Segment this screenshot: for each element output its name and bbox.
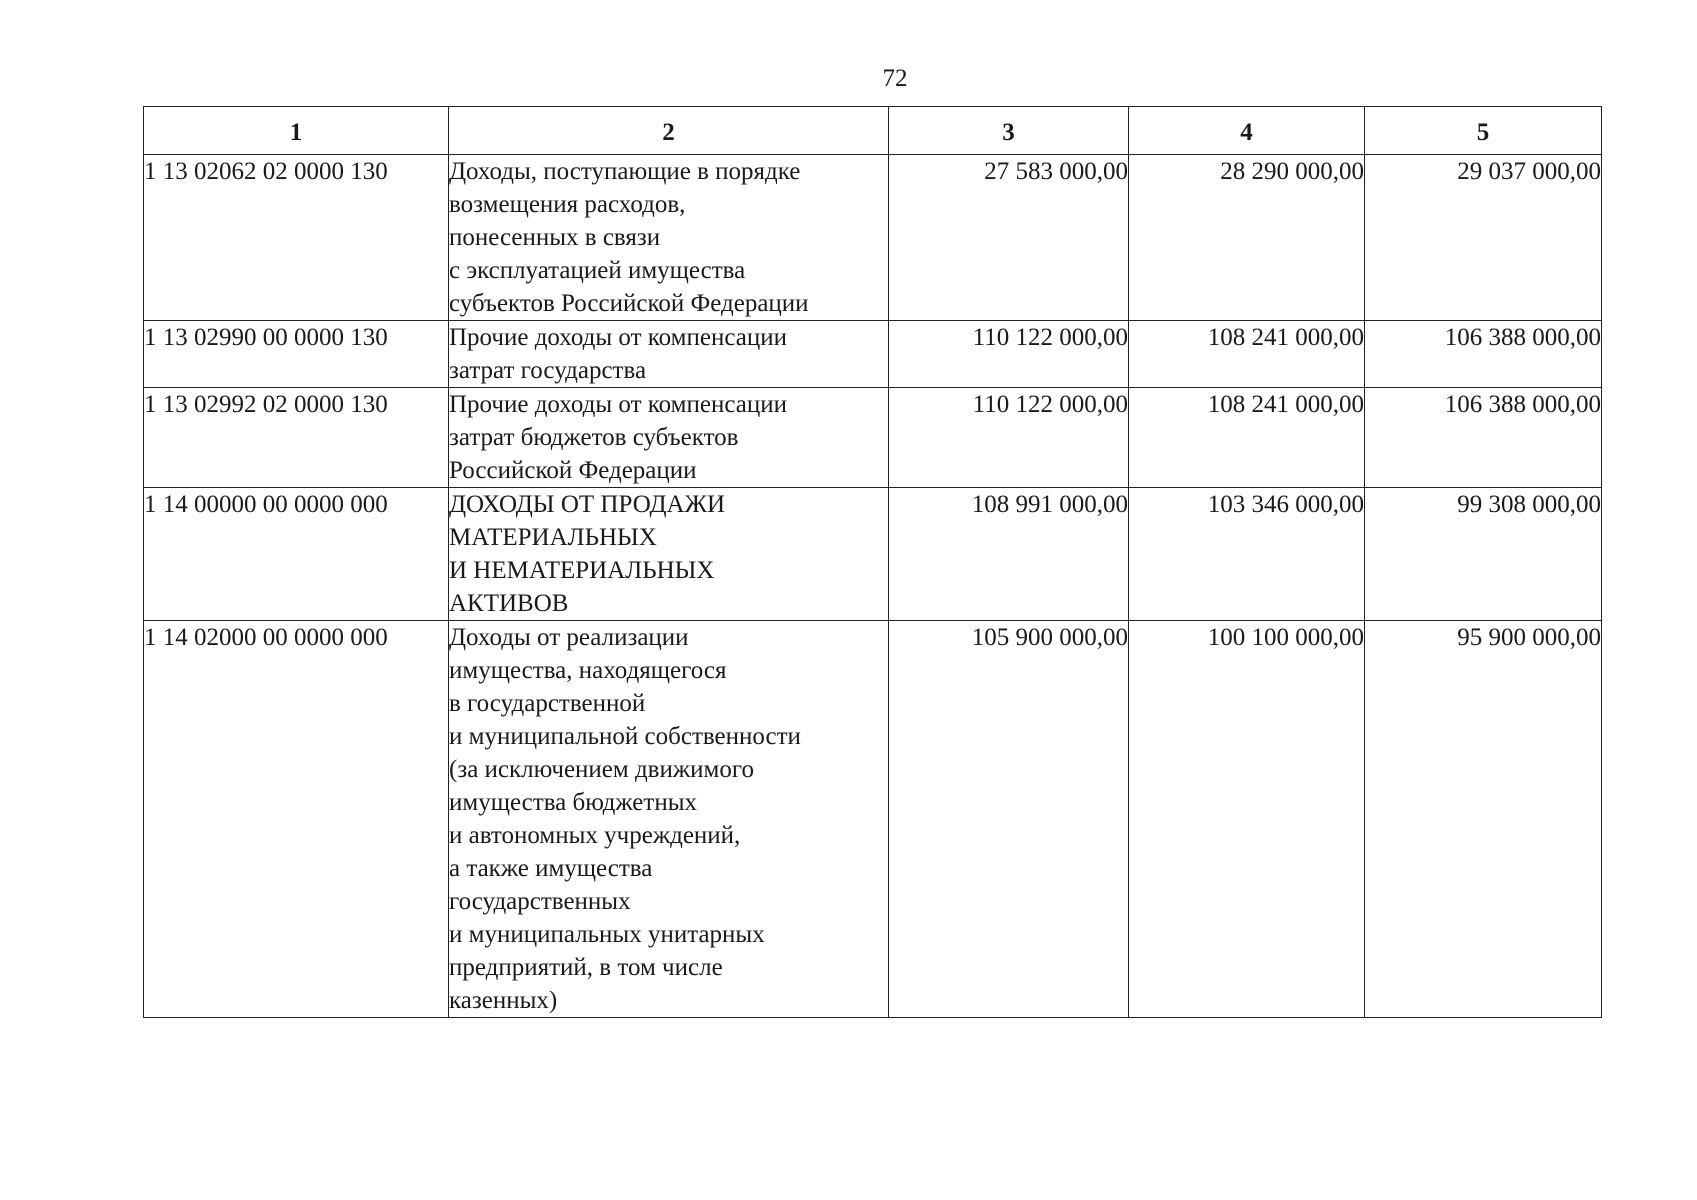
table-row — [144, 155, 1602, 321]
revenue-name-line: ДОХОДЫ ОТ ПРОДАЖИ — [449, 491, 726, 518]
budget-code-cell: 1 13 02992 02 0000 130 — [144, 388, 449, 488]
revenue-name-line: МАТЕРИАЛЬНЫХ — [449, 524, 657, 551]
amount-cell-col-4: 108 241 000,00 — [1129, 321, 1365, 388]
revenue-name-line: Доходы, поступающие в порядке — [449, 158, 801, 185]
header-col-5: 5 — [1365, 107, 1602, 155]
table-row — [144, 488, 1602, 621]
revenue-name-line: предприятий, в том числе — [449, 954, 723, 981]
amount-cell-col-3: 27 583 000,00 — [889, 155, 1129, 321]
header-col-2: 2 — [449, 107, 889, 155]
revenue-name-line: и муниципальных унитарных — [449, 921, 765, 948]
amount-cell-col-4: 108 241 000,00 — [1129, 388, 1365, 488]
revenue-name-line: казенных) — [449, 987, 558, 1014]
revenue-name-cell — [449, 388, 889, 488]
amount-cell-col-3: 108 991 000,00 — [889, 488, 1129, 621]
amount-cell-col-4: 103 346 000,00 — [1129, 488, 1365, 621]
budget-code-cell: 1 14 02000 00 0000 000 — [144, 621, 449, 1018]
revenue-name-line: с эксплуатацией имущества — [449, 257, 746, 284]
header-col-1: 1 — [144, 107, 449, 155]
header-col-3: 3 — [889, 107, 1129, 155]
revenue-name-line: государственных — [449, 888, 631, 915]
revenue-name-line: Российской Федерации — [449, 457, 697, 484]
header-row — [144, 107, 1602, 155]
revenue-name-line: имущества бюджетных — [449, 789, 697, 816]
revenue-name-line: Прочие доходы от компенсации — [449, 324, 787, 351]
revenue-name-line: Доходы от реализации — [449, 624, 689, 651]
budget-code-cell: 1 14 00000 00 0000 000 — [144, 488, 449, 621]
revenue-name-line: АКТИВОВ — [449, 590, 569, 617]
revenue-name-line: затрат бюджетов субъектов — [449, 424, 739, 451]
page-number: 72 — [882, 65, 908, 92]
revenue-name-line: затрат государства — [449, 357, 647, 384]
revenue-name-line: возмещения расходов, — [449, 191, 686, 218]
amount-cell-col-5: 29 037 000,00 — [1365, 155, 1602, 321]
budget-code-cell: 1 13 02990 00 0000 130 — [144, 321, 449, 388]
amount-cell-col-4: 100 100 000,00 — [1129, 621, 1365, 1018]
table-row — [144, 321, 1602, 388]
amount-cell-col-3: 110 122 000,00 — [889, 388, 1129, 488]
revenue-name-cell — [449, 321, 889, 388]
amount-cell-col-3: 110 122 000,00 — [889, 321, 1129, 388]
revenue-name-line: (за исключением движимого — [449, 756, 754, 783]
revenue-name-cell — [449, 155, 889, 321]
table-row — [144, 388, 1602, 488]
revenue-name-line: Прочие доходы от компенсации — [449, 391, 787, 418]
revenue-name-line: и муниципальной собственности — [449, 723, 801, 750]
amount-cell-col-3: 105 900 000,00 — [889, 621, 1129, 1018]
revenue-name-line: а также имущества — [449, 855, 653, 882]
revenue-name-cell — [449, 488, 889, 621]
revenue-name-line: субъектов Российской Федерации — [449, 290, 809, 317]
amount-cell-col-4: 28 290 000,00 — [1129, 155, 1365, 321]
revenue-name-line: и автономных учреждений, — [449, 822, 741, 849]
amount-cell-col-5: 106 388 000,00 — [1365, 321, 1602, 388]
revenue-name-line: И НЕМАТЕРИАЛЬНЫХ — [449, 557, 715, 584]
budget-code-cell: 1 13 02062 02 0000 130 — [144, 155, 449, 321]
revenue-name-line: имущества, находящегося — [449, 657, 727, 684]
revenue-name-line: в государственной — [449, 690, 646, 717]
table-row — [144, 621, 1602, 1018]
revenue-name-cell — [449, 621, 889, 1018]
header-col-4: 4 — [1129, 107, 1365, 155]
revenue-table — [143, 106, 1602, 1018]
amount-cell-col-5: 106 388 000,00 — [1365, 388, 1602, 488]
revenue-name-line: понесенных в связи — [449, 224, 661, 251]
amount-cell-col-5: 99 308 000,00 — [1365, 488, 1602, 621]
amount-cell-col-5: 95 900 000,00 — [1365, 621, 1602, 1018]
